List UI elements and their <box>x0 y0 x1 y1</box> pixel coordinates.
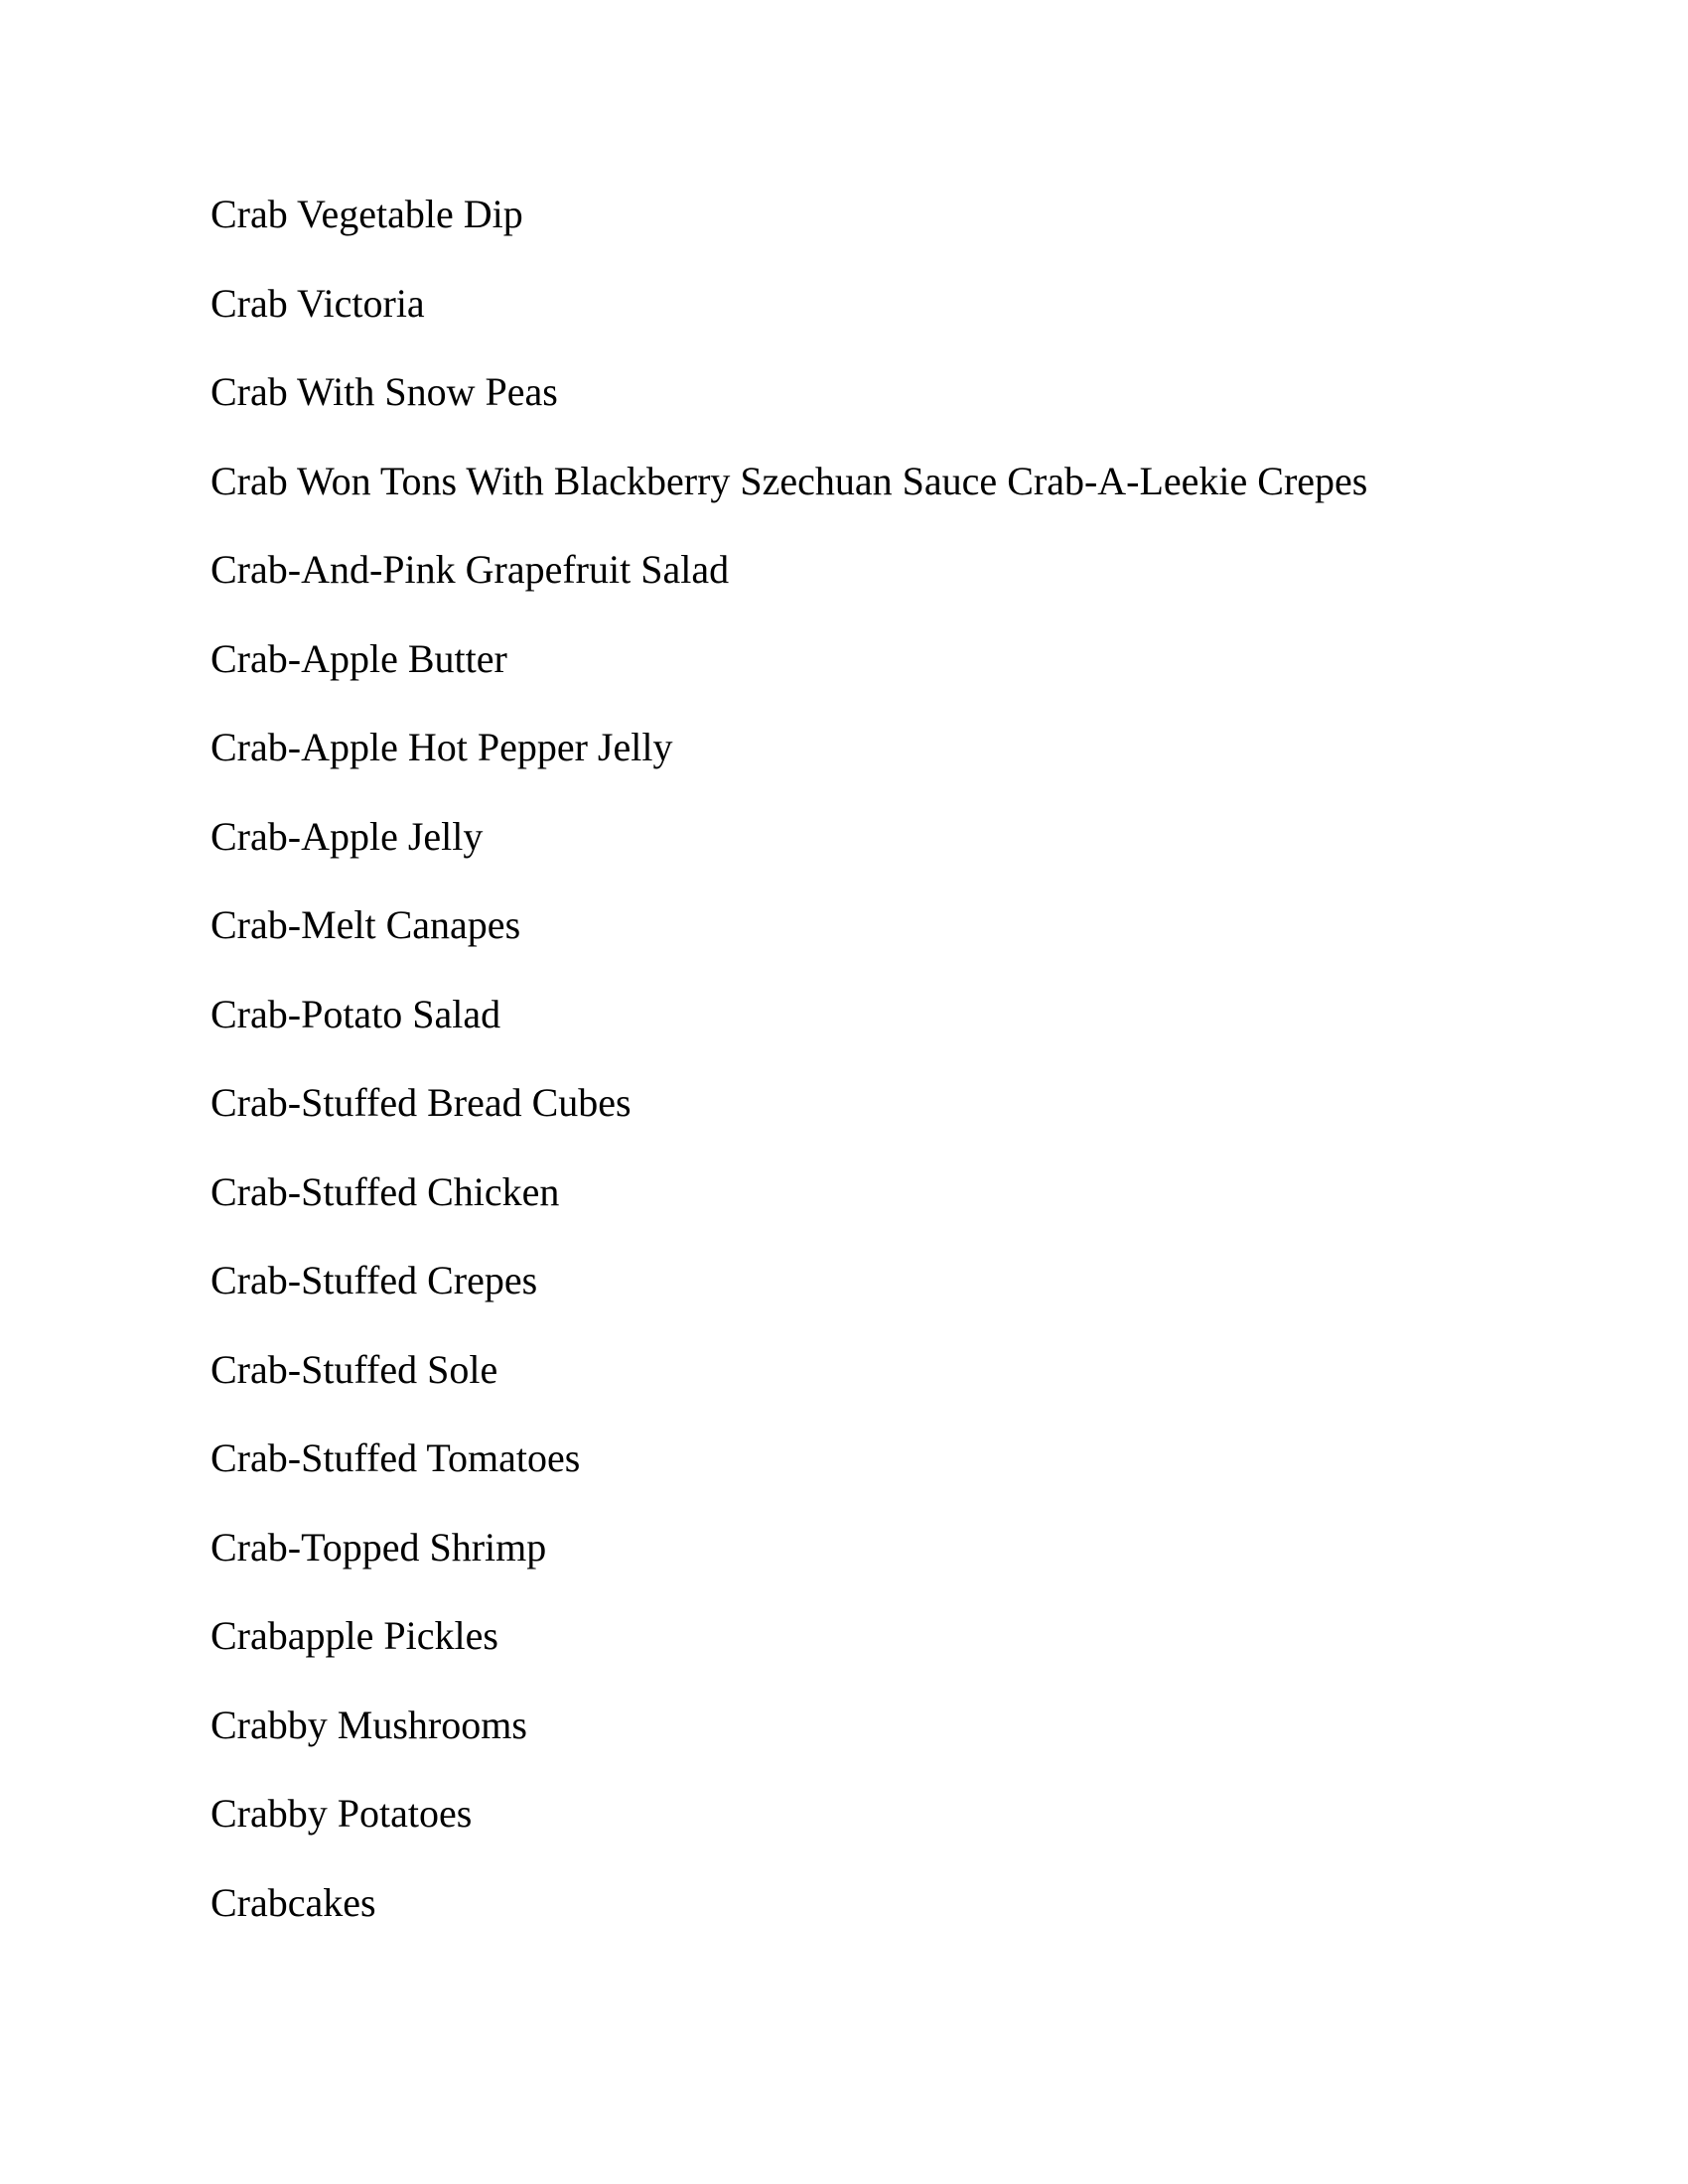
recipe-item: Crabby Potatoes <box>211 1791 473 1836</box>
recipe-item: Crab-And-Pink Grapefruit Salad <box>211 547 730 592</box>
recipe-item: Crab-Stuffed Sole <box>211 1346 498 1392</box>
recipe-item: Crab-Potato Salad <box>211 991 501 1036</box>
recipe-item: Crab-Apple Jelly <box>211 813 484 859</box>
recipe-item: Crabapple Pickles <box>211 1613 498 1658</box>
recipe-list <box>211 192 1368 1972</box>
recipe-item: Crab-Stuffed Bread Cubes <box>211 1080 632 1125</box>
recipe-item: Crab Won Tons With Blackberry Szechuan Sauce Crab-A-Leekie Crepes <box>211 458 1368 503</box>
recipe-item: Crabby Mushrooms <box>211 1702 527 1747</box>
recipe-item: Crab-Stuffed Chicken <box>211 1168 560 1214</box>
recipe-item: Crab-Stuffed Crepes <box>211 1258 538 1302</box>
recipe-item: Crab-Topped Shrimp <box>211 1524 547 1570</box>
recipe-item: Crab-Melt Canapes <box>211 902 521 947</box>
recipe-item: Crab Victoria <box>211 280 425 326</box>
recipe-item: Crab-Stuffed Tomatoes <box>211 1435 581 1480</box>
recipe-item: Crab Vegetable Dip <box>211 192 523 236</box>
recipe-item: Crabcakes <box>211 1879 376 1925</box>
recipe-item: Crab-Apple Butter <box>211 635 507 681</box>
recipe-item: Crab With Snow Peas <box>211 369 558 414</box>
recipe-item: Crab-Apple Hot Pepper Jelly <box>211 725 673 769</box>
